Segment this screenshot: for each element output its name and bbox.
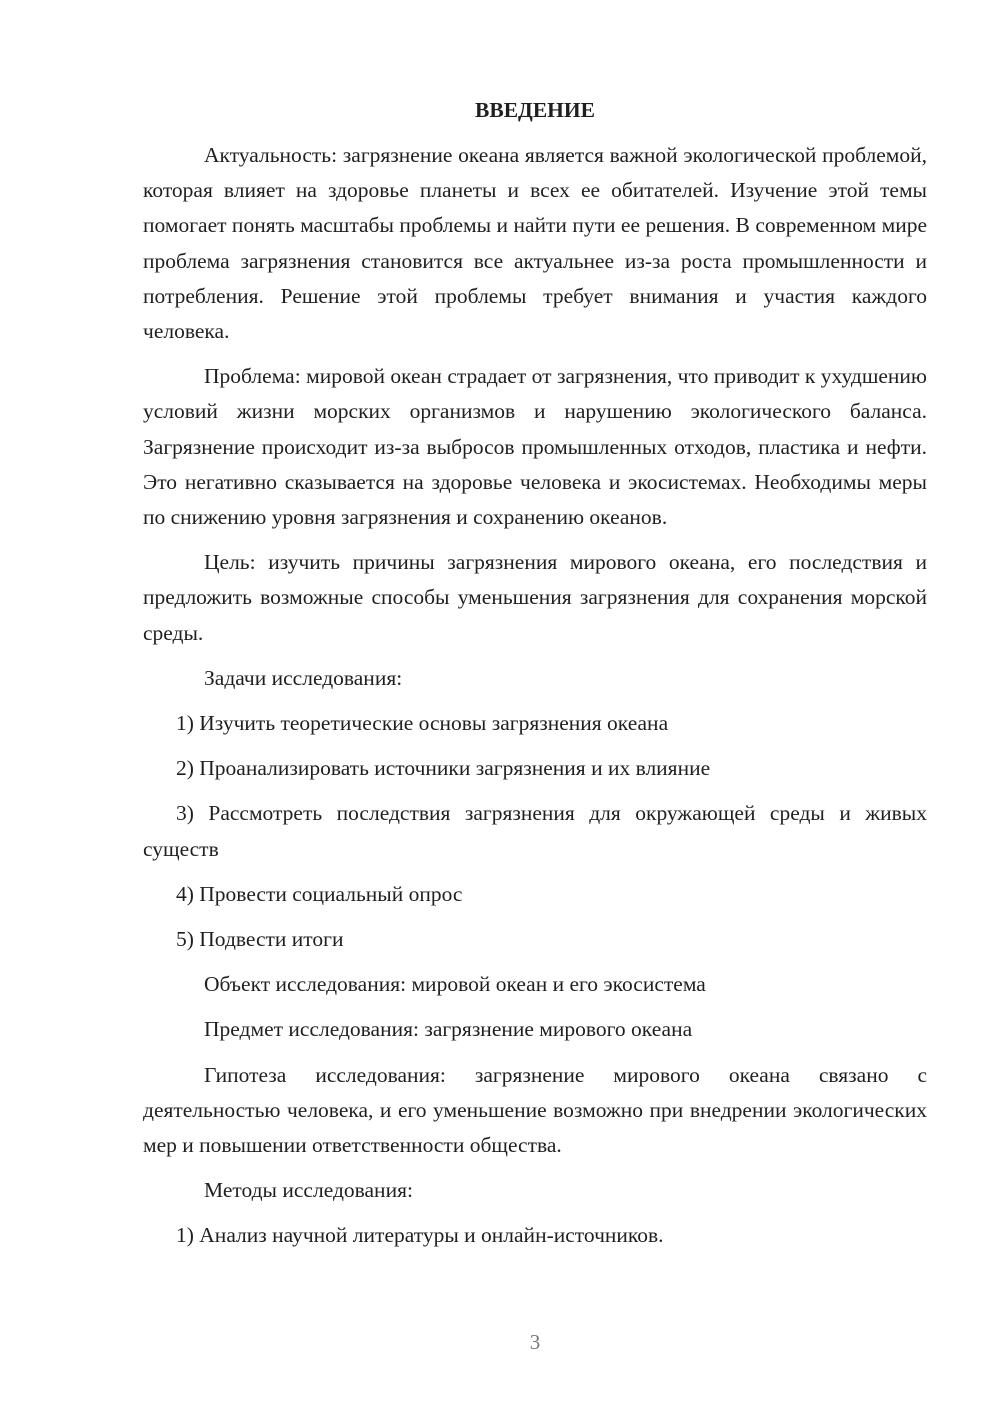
goal-paragraph: Цель: изучить причины загрязнения мирового океана, его последствия и предложить возможные способы уменьшения загрязнения для сохранения морской среды. bbox=[143, 550, 927, 645]
object-paragraph: Объект исследования: мировой океан и его экосистема bbox=[204, 972, 706, 997]
task-item: 2) Проанализировать источники загрязнения и их влияние bbox=[176, 756, 711, 781]
relevance-paragraph: Актуальность: загрязнение океана является важной экологической проблемой, которая влияет на здоровье планеты и всех ее обитателей. Изучение этой темы помогает понять масштабы проблемы и найти пути ее решения. В современном мире проблема загрязнения становится все актуальнее из-за роста промышленности и потребления. Решение этой проблемы требует внимания и участия каждого человека. bbox=[143, 143, 927, 344]
task-item: 5) Подвести итоги bbox=[176, 927, 344, 952]
subject-paragraph: Предмет исследования: загрязнение мирового океана bbox=[204, 1017, 693, 1042]
method-item: 1) Анализ научной литературы и онлайн-источников. bbox=[176, 1223, 664, 1248]
task-item: 1) Изучить теоретические основы загрязнения океана bbox=[176, 711, 669, 736]
hypothesis-paragraph: Гипотеза исследования: загрязнение мирового океана связано с деятельностью человека, и его уменьшение возможно при внедрении экологических мер и повышении ответственности общества. bbox=[143, 1062, 927, 1158]
task-item: 4) Провести социальный опрос bbox=[176, 881, 463, 906]
tasks-heading: Задачи исследования: bbox=[204, 665, 403, 690]
methods-heading: Методы исследования: bbox=[204, 1178, 413, 1203]
section-title: ВВЕДЕНИЕ bbox=[475, 98, 595, 122]
task-item: 3) Рассмотреть последствия загрязнения для окружающей среды и живых существ bbox=[143, 801, 927, 861]
page-number: 3 bbox=[529, 1330, 541, 1354]
problem-paragraph: Проблема: мировой океан страдает от загрязнения, что приводит к ухудшению условий жизни морских организмов и нарушению экологического баланса. Загрязнение происходит из-за выбросов промышленных отходов, пластика и нефти. Это негативно сказывается на здоровье человека и экосистемах. Необходимы меры по снижению уровня загрязнения и сохранению океанов. bbox=[143, 364, 927, 530]
document-page bbox=[143, 93, 927, 1264]
